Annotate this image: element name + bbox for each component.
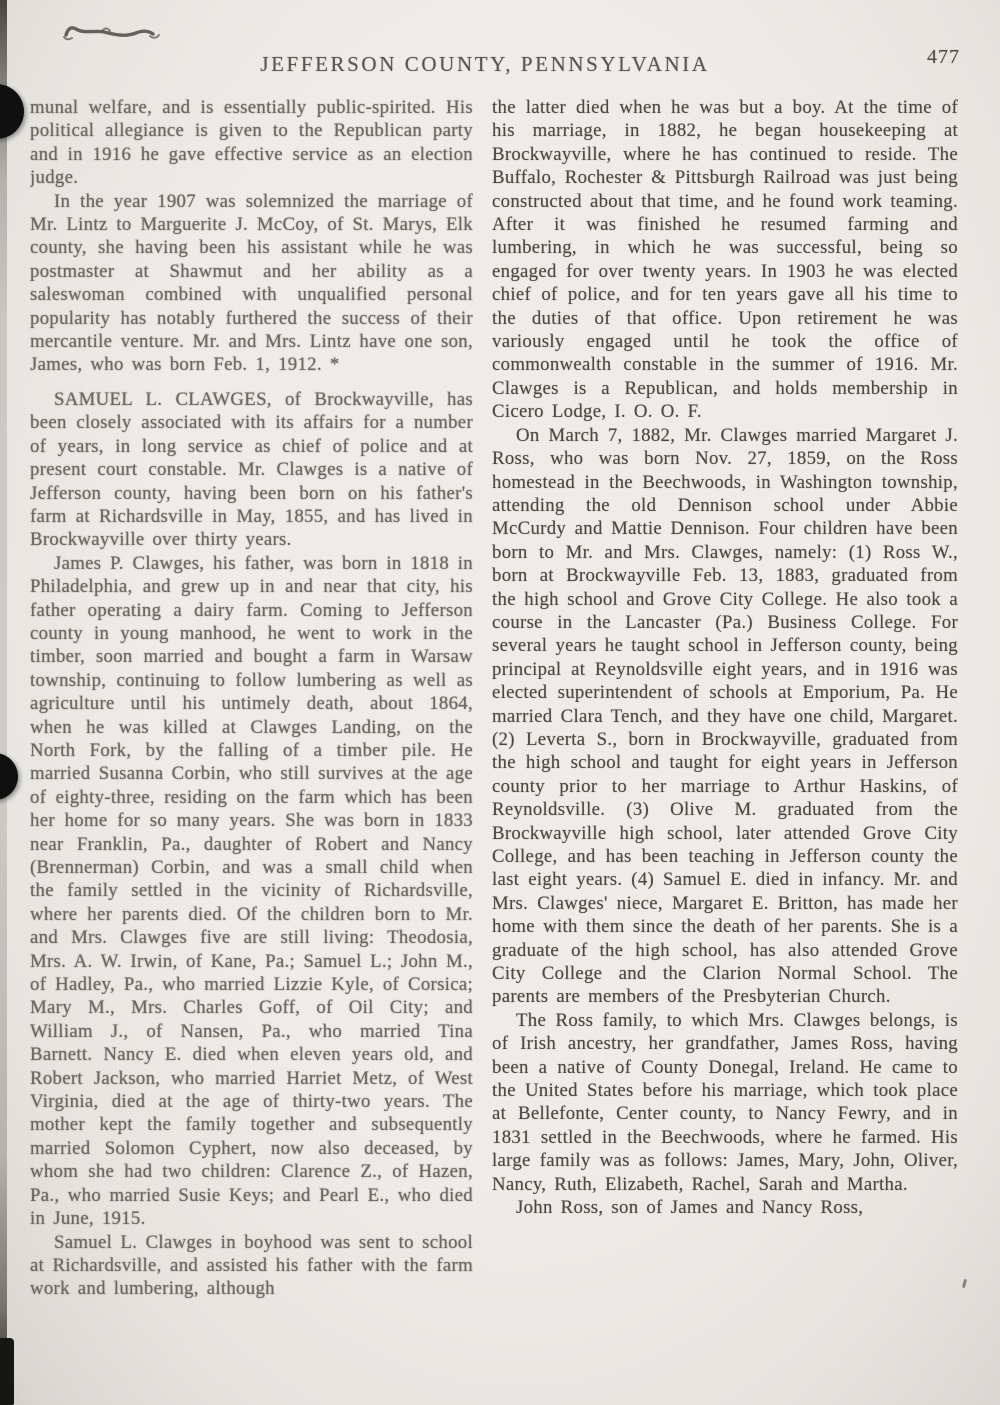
scan-left-edge-shadow: [0, 0, 7, 1405]
paragraph: In the year 1907 was solemnized the marriage of Mr. Lintz to Marguerite J. McCoy, of St. Marys, Elk county, she having been his assistant while he was postmaster at Shawmut and her ability as a saleswoman combined with unqualified personal popularity has notably furthered the success of their mercantile venture. Mr. and Mrs. Lintz have one son, James, who was born Feb. 1, 1912. *: [30, 190, 473, 376]
punch-hole-top-icon: [0, 84, 24, 139]
scan-bottom-left-bar: [0, 1338, 14, 1405]
right-column: [492, 96, 958, 1405]
left-column: [30, 96, 473, 1405]
punch-hole-middle-icon: [0, 753, 18, 800]
staple-mark-icon: [60, 18, 165, 48]
paragraph: SAMUEL L. CLAWGES, of Brockwayville, has been closely associated with its affairs for a number of years, in long service as chief of police and at present court constable. Mr. Clawges is a native of Jefferson county, having been born on his father's farm at Richardsville in May, 1855, and has lived in Brockwayville over thirty years.: [30, 388, 473, 551]
page-number: 477: [927, 46, 960, 68]
paragraph: munal welfare, and is essentially public-spirited. His political allegiance is given to the Republican party and in 1916 he gave effective service as an election judge.: [30, 97, 473, 189]
running-title: JEFFERSON COUNTY, PENNSYLVANIA: [260, 52, 710, 76]
paragraph: James P. Clawges, his father, was born in 1818 in Philadelphia, and grew up in and near that city, his father operating a dairy farm. Coming to Jefferson county in young manhood, he went to work in the timber, soon married and bought a farm in Warsaw township, continuing to follow lumbering as well as agriculture until his untimely death, about 1864, when he was killed at Clawges Landing, on the North Fork, by the falling of a timber pile. He married Susanna Corbin, who still survives at the age of eighty-three, residing on the farm which has been her home for so many years. She was born in 1833 near Franklin, Pa., daughter of Robert and Nancy (Brennerman) Corbin, and was a small child when the family settled in the vicinity of Richardsville, where her parents died. Of the children born to Mr. and Mrs. Clawges five are still living: Theodosia, Mrs. A. W. Irwin, of Kane, Pa.; Samuel L.; John M., of Hadley, Pa., who married Lizzie Kyle, of Corsica; Mary M., Mrs. Charles Goff, of Oil City; and William J., of Nansen, Pa., who married Tina Barnett. Nancy E. died when eleven years old, and Robert Jackson, who married Harriet Metz, of West Virginia, died at the age of thirty-two years. The mother kept the family together and subsequently married Solomon Cyphert, now also deceased, by whom she had two children: Clarence Z., of Hazen, Pa., who married Susie Keys; and Pearl E., who died in June, 1915.: [30, 552, 473, 1230]
paragraph: Samuel L. Clawges in boyhood was sent to school at Richardsville, and assisted his father with the farm work and lumbering, although: [30, 1231, 473, 1300]
paragraph: On March 7, 1882, Mr. Clawges married Margaret J. Ross, who was born Nov. 27, 1859, on the Ross homestead in the Beechwoods, in Washington township, attending the old Dennison school under Abbie McCurdy and Mattie Dennison. Four children have been born to Mr. and Mrs. Clawges, namely: (1) Ross W., born at Brockwayville Feb. 13, 1883, graduated from the high school and Grove City College. He also took a course in the Lancaster (Pa.) Business College. For several years he taught school in Jefferson county, being principal at Reynoldsville eight years, and in 1916 was elected superintendent of schools at Emporium, Pa. He married Clara Tench, and they have one child, Margaret. (2) Leverta S., born in Brockwayville, graduated from the high school and taught for eight years in Jefferson county prior to her marriage to Arthur Haskins, of Reynoldsville. (3) Olive M. graduated from the Brockwayville high school, later attended Grove City College, and has been teaching in Jefferson county the last eight years. (4) Samuel E. died in infancy. Mr. and Mrs. Clawges' niece, Margaret E. Britton, has made her home with them since the death of her parents. She is a graduate of the high school, has also attended Grove City College and the Clarion Normal School. The parents are members of the Presbyterian Church.: [492, 424, 958, 1008]
paragraph: The Ross family, to which Mrs. Clawges belongs, is of Irish ancestry, her grandfather, James Ross, having been a native of County Donegal, Ireland. He came to the United States before his marriage, which took place at Bellefonte, Center county, to Nancy Fewry, and in 1831 settled in the Beechwoods, where he farmed. His large family was as follows: James, Mary, John, Oliver, Nancy, Ruth, Elizabeth, Rachel, Sarah and Martha.: [492, 1009, 958, 1195]
ink-fleck: [962, 1279, 967, 1288]
paragraph: John Ross, son of James and Nancy Ross,: [516, 1197, 864, 1219]
paragraph: the latter died when he was but a boy. At the time of his marriage, in 1882, he began housekeeping at Brockwayville, where he has continued to reside. The Buffalo, Rochester & Pittsburgh Railroad was just being constructed about that time, and he found work teaming. After it was finished he resumed farming and lumbering, in which he was successful, being so engaged for over twenty years. In 1903 he was elected chief of police, and for ten years gave all his time to the duties of that office. Upon retirement he was variously engaged until he took the office of commonwealth constable in the summer of 1916. Mr. Clawges is a Republican, and holds membership in Cicero Lodge, I. O. O. F.: [492, 97, 958, 423]
